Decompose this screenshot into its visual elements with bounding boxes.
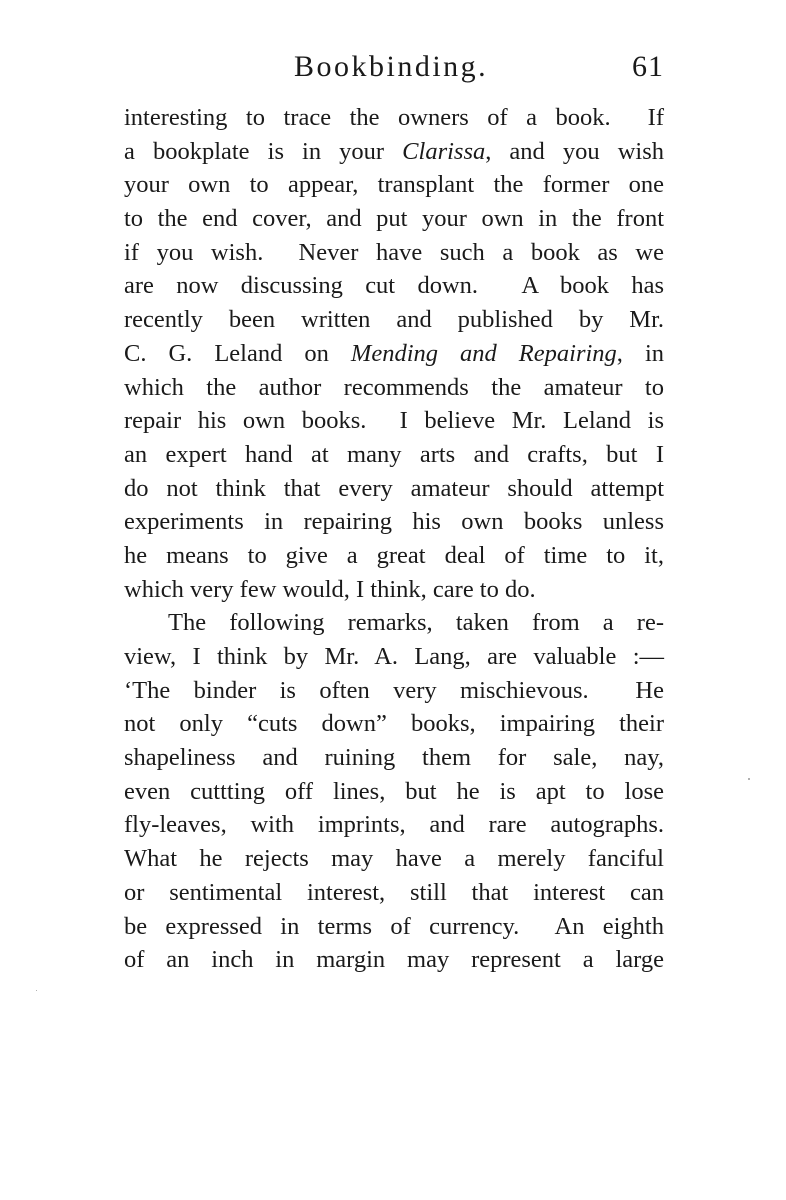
text-line <box>124 775 664 809</box>
text-run: or sentimental interest, still that interest can <box>124 878 664 906</box>
text-run: which very few would, I think, care to do. <box>124 575 536 603</box>
text-run: be expressed in terms of currency. An eighth <box>124 912 664 940</box>
text-line <box>124 808 664 842</box>
text-line <box>124 269 664 303</box>
text-run: your own to appear, transplant the former one <box>124 171 664 199</box>
text-line <box>124 505 664 539</box>
text-line <box>124 371 664 405</box>
text-line <box>124 404 664 438</box>
text-run: ‘The binder is often very mischievous. He <box>124 676 664 704</box>
text-line <box>124 876 664 910</box>
text-line <box>124 943 664 977</box>
text-line <box>124 674 664 708</box>
text-run: experiments in repairing his own books unless <box>124 508 664 536</box>
text-run: if you wish. Never have such a book as we <box>124 238 664 266</box>
text-line <box>124 337 664 371</box>
text-line <box>124 842 664 876</box>
text-run: C. G. Leland on <box>124 339 351 367</box>
text-run: , and you wish <box>485 137 664 165</box>
paper-speck <box>748 778 750 780</box>
text-line <box>124 303 664 337</box>
text-line <box>124 202 664 236</box>
page-number: 61 <box>632 50 664 83</box>
text-line <box>124 573 664 607</box>
text-line <box>124 135 664 169</box>
text-line <box>124 640 664 674</box>
page-header <box>124 50 664 90</box>
text-line <box>124 741 664 775</box>
text-run: interesting to trace the owners of a book. If <box>124 104 664 131</box>
text-run: not only “cuts down” books, impairing their <box>124 710 664 738</box>
text-run: shapeliness and ruining them for sale, nay, <box>124 744 664 772</box>
text-run: of an inch in margin may represent a large <box>124 946 664 974</box>
text-run: even cuttting off lines, but he is apt to lose <box>124 777 664 805</box>
text-line <box>124 472 664 506</box>
text-run: do not think that every amateur should attempt <box>124 474 664 502</box>
text-run: recently been written and published by Mr. <box>124 306 664 334</box>
text-run: he means to give a great deal of time to it, <box>124 541 664 569</box>
text-run: which the author recommends the amateur to <box>124 373 664 401</box>
text-run: to the end cover, and put your own in the front <box>124 205 664 233</box>
body-text <box>124 101 664 977</box>
text-line <box>124 539 664 573</box>
text-line <box>124 236 664 270</box>
text-run: The following remarks, taken from a re- <box>168 609 664 637</box>
text-run: , in <box>616 339 665 367</box>
text-line <box>124 606 664 640</box>
italic-title: Mending and Repairing <box>350 339 617 367</box>
running-title: Bookbinding. <box>294 50 489 83</box>
text-line <box>124 707 664 741</box>
text-run: view, I think by Mr. A. Lang, are valuable :— <box>124 643 664 670</box>
text-run: What he rejects may have a merely fanciful <box>124 845 664 873</box>
text-line <box>124 910 664 944</box>
text-run: are now discussing cut down. A book has <box>124 272 664 300</box>
text-run: repair his own books. I believe Mr. Leland is <box>124 407 664 435</box>
text-line <box>124 438 664 472</box>
text-run: an expert hand at many arts and crafts, but I <box>124 440 664 468</box>
text-run: fly-leaves, with imprints, and rare autographs. <box>124 811 664 839</box>
text-line <box>124 168 664 202</box>
text-run: a bookplate is in your <box>124 137 403 165</box>
italic-title: Clarissa <box>402 137 486 165</box>
paper-speck <box>36 990 37 991</box>
text-line <box>124 101 664 135</box>
